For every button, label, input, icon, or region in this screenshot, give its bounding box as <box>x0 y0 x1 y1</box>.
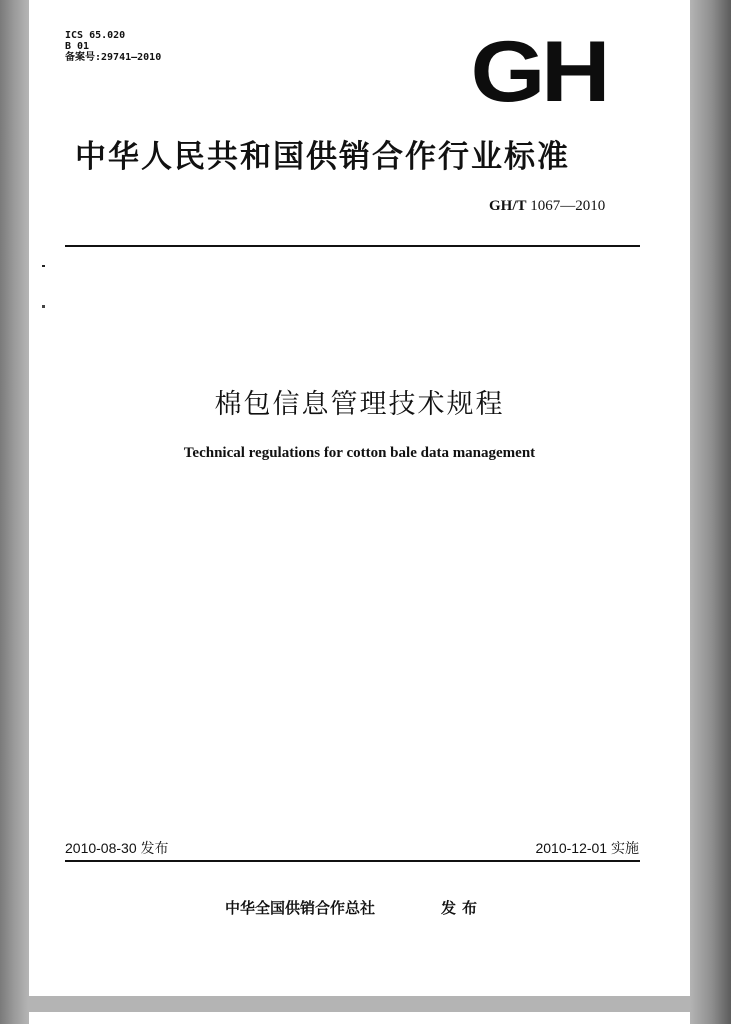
standard-code-prefix: GH/T <box>489 198 527 214</box>
publisher-name: 中华全国供销合作总社 <box>225 899 376 917</box>
ccs-code: B 01 <box>65 41 90 52</box>
standard-code-number: 1067—2010 <box>530 198 606 214</box>
bottom-divider <box>65 860 640 862</box>
issue-date: 2010-08-30 发布 <box>65 840 169 856</box>
publish-label: 发布 <box>441 899 484 917</box>
classification-block <box>65 30 161 63</box>
record-number: 备案号:29741—2010 <box>65 52 162 63</box>
scan-mark <box>42 305 45 308</box>
document-title: 棉包信息管理技术规程 <box>214 389 505 420</box>
standard-category-title: 中华人民共和国供销合作行业标准 <box>75 139 570 175</box>
implementation-date: 2010-12-01 实施 <box>535 840 639 856</box>
gh-logo: GH <box>470 24 607 120</box>
top-divider <box>65 245 640 247</box>
next-page-edge <box>29 1012 690 1024</box>
standard-code <box>489 198 605 215</box>
scan-mark <box>42 265 45 267</box>
document-title-english: Technical regulations for cotton bale data management <box>183 445 536 461</box>
document-page <box>29 0 690 996</box>
ics-code: ICS 65.020 <box>65 30 126 41</box>
